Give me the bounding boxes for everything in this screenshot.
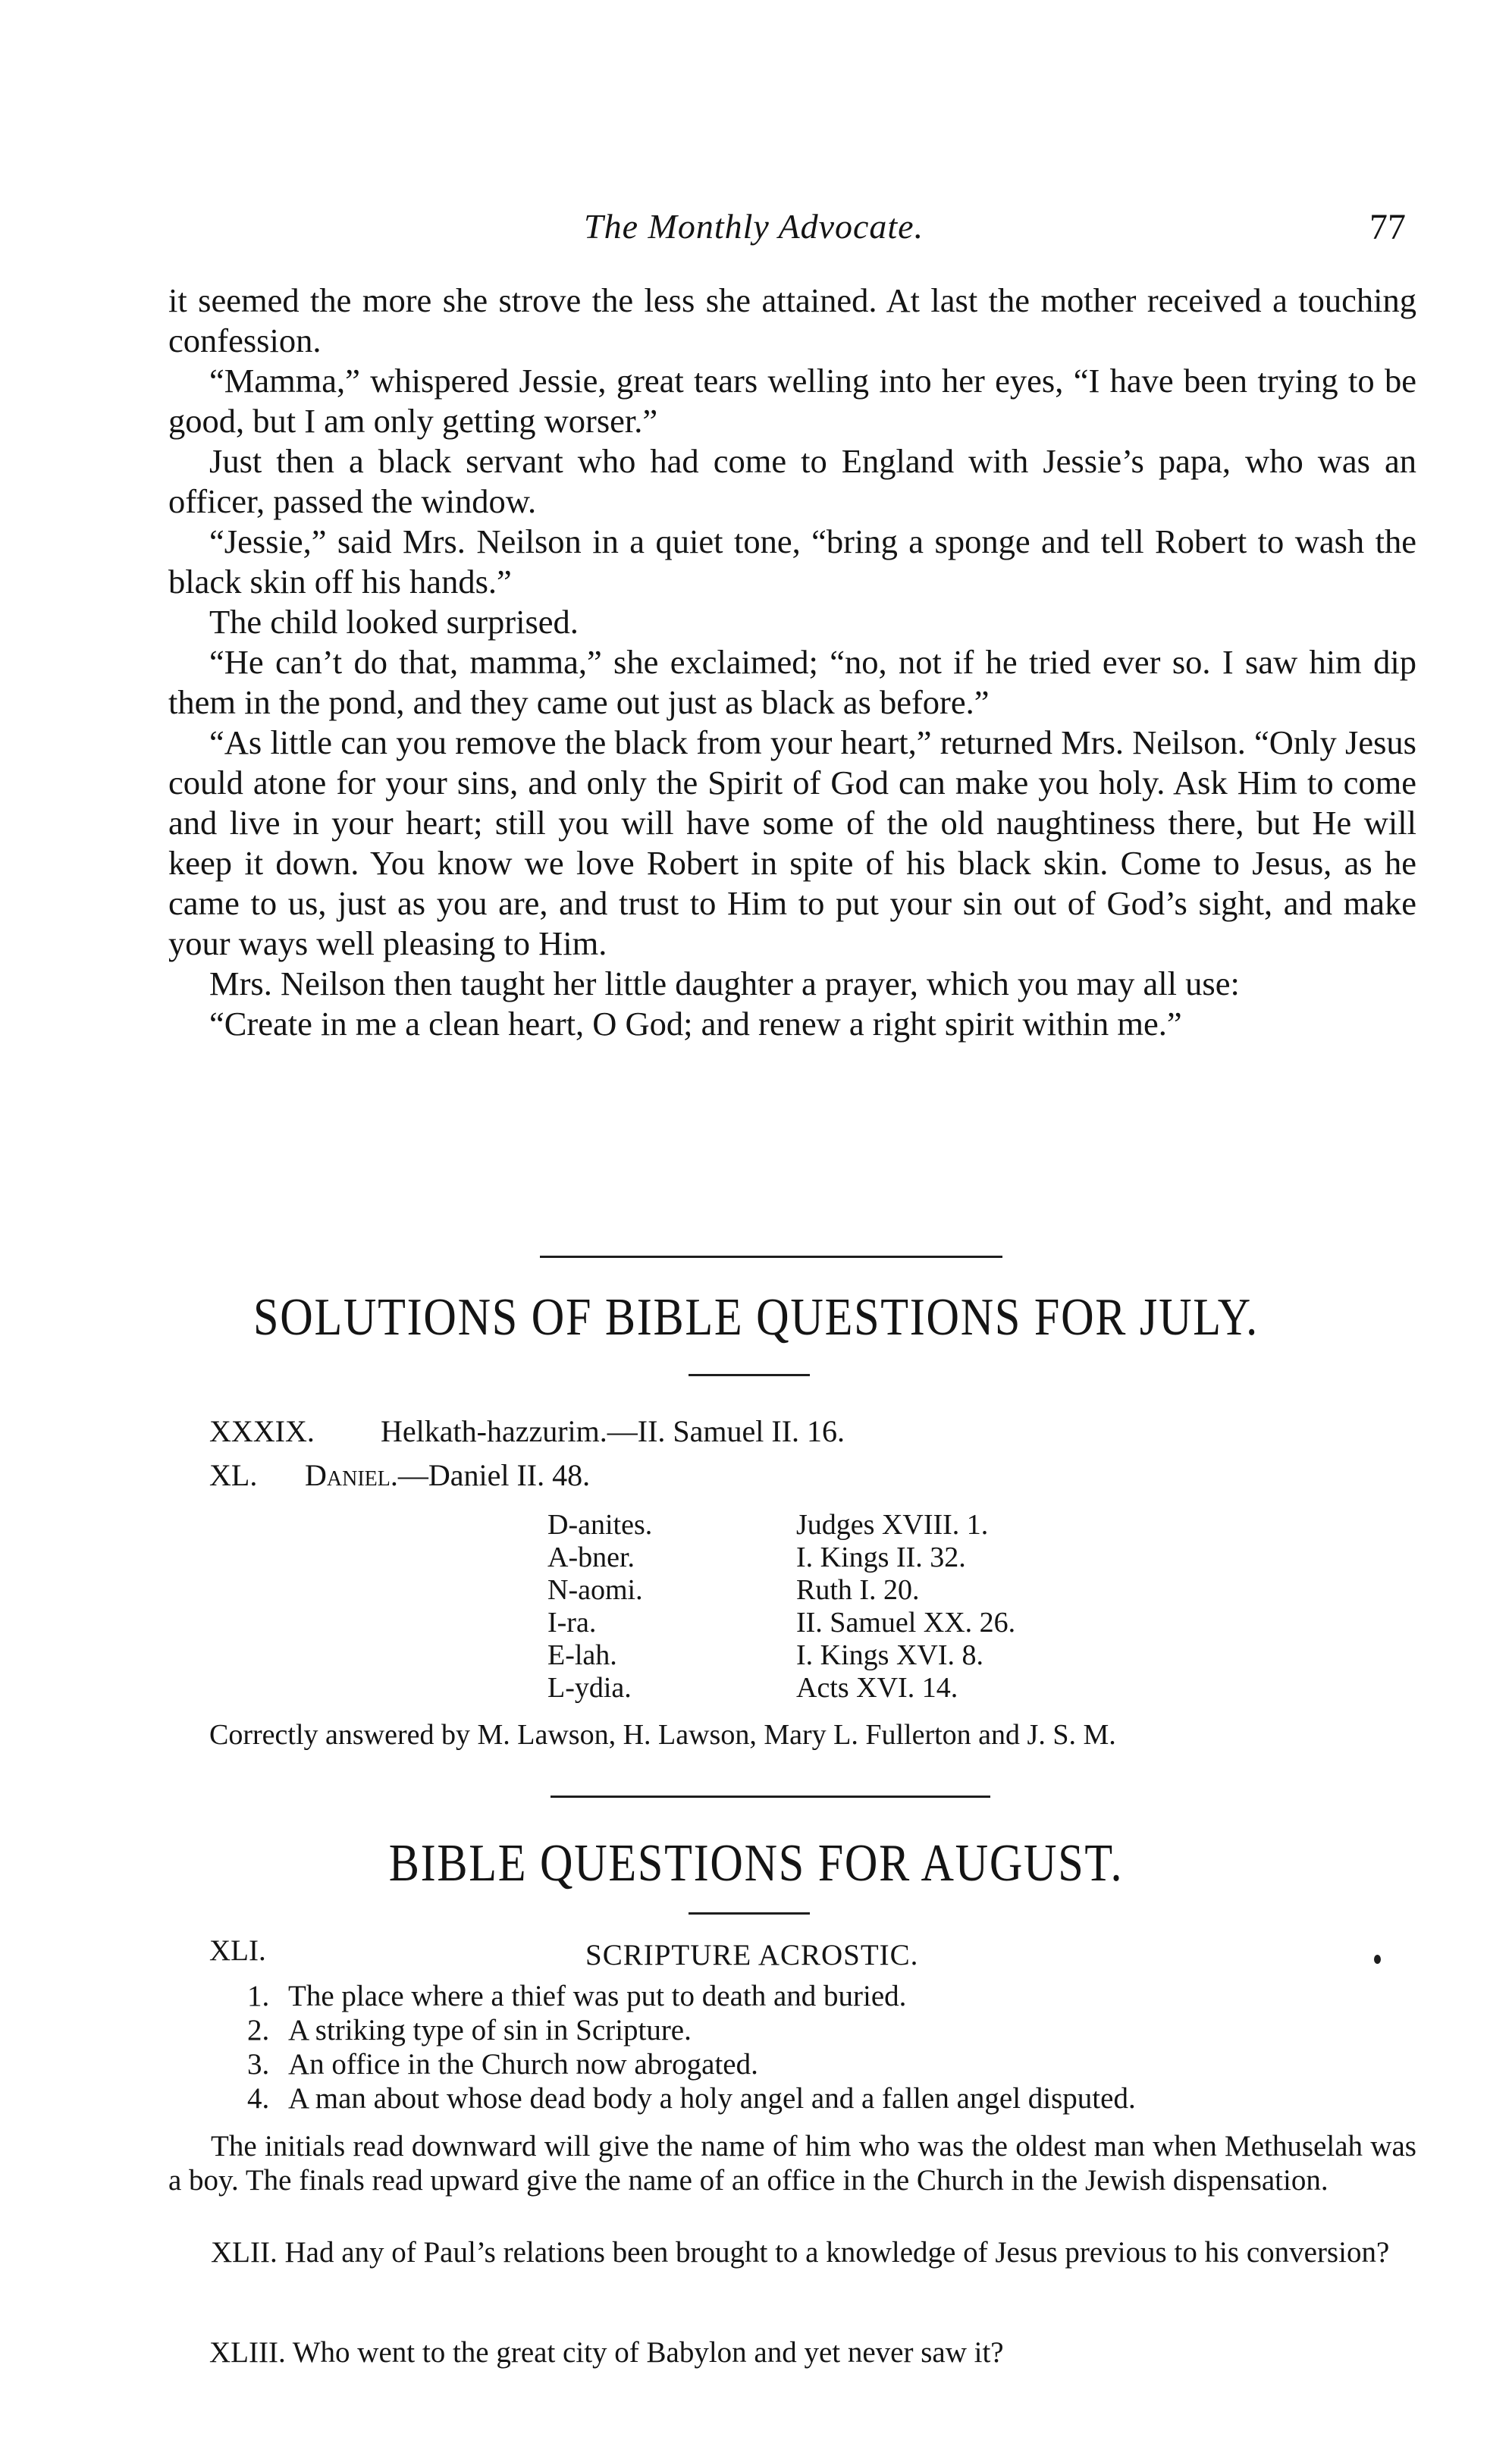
solutions-credit: Correctly answered by M. Lawson, H. Lawson, Mary L. Fullerton and J. S. M. — [209, 1719, 1116, 1751]
section-divider — [540, 1256, 1002, 1258]
questions-heading: BIBLE QUESTIONS FOR AUGUST. — [388, 1834, 1124, 1893]
story-body — [168, 281, 1416, 1044]
list-item — [247, 2013, 1136, 2047]
solution-number: XL. — [209, 1458, 258, 1492]
acrostic-reference: Ruth I. 20. — [796, 1574, 920, 1606]
acrostic-row — [547, 1509, 1015, 1542]
acrostic-word: A-bner. — [547, 1542, 635, 1573]
question-number: XLIII. — [209, 2336, 286, 2369]
question-xli-note: The initials read downward will give the name of him who was the oldest man when Methuselah was a boy. The finals read upward give the name of an office in the Church in the Jewish dispensation. — [168, 2130, 1416, 2197]
solution-xl — [209, 1457, 590, 1494]
acrostic-answer-table — [547, 1509, 1015, 1705]
question-text: Who went to the great city of Babylon and yet never saw it? — [292, 2336, 1004, 2369]
item-text: A man about whose dead body a holy angel and a fallen angel disputed. — [288, 2082, 1136, 2115]
solutions-heading: SOLUTIONS OF BIBLE QUESTIONS FOR JULY. — [253, 1288, 1259, 1347]
acrostic-row — [547, 1672, 1015, 1705]
page-number: 77 — [1369, 207, 1406, 247]
heading-underline — [689, 1912, 810, 1915]
item-number: 4. — [247, 2082, 270, 2115]
story-paragraph: “Create in me a clean heart, O God; and renew a right spirit within me.” — [209, 1005, 1182, 1043]
list-item — [247, 2081, 1136, 2116]
acrostic-word: I-ra. — [547, 1607, 597, 1639]
acrostic-reference: Acts XVI. 14. — [796, 1672, 958, 1704]
item-number: 2. — [247, 2014, 270, 2047]
acrostic-word: N-aomi. — [547, 1574, 643, 1606]
acrostic-reference: I. Kings II. 32. — [796, 1542, 966, 1573]
solution-number: XXXIX. — [209, 1414, 315, 1448]
acrostic-word: L-ydia. — [547, 1672, 632, 1704]
running-title: The Monthly Advocate. — [584, 207, 924, 246]
list-item — [247, 2047, 1136, 2081]
story-paragraph: The child looked surprised. — [209, 603, 579, 641]
story-paragraph: Just then a black servant who had come to England with Jessie’s papa, who was an officer, passed the window. — [168, 442, 1416, 520]
acrostic-reference: Judges XVIII. 1. — [796, 1509, 989, 1541]
section-divider — [551, 1796, 990, 1798]
acrostic-word: D-anites. — [547, 1509, 653, 1541]
story-paragraph: “Mamma,” whispered Jessie, great tears welling into her eyes, “I have been trying to be good, but I am only getting worser.” — [168, 362, 1416, 440]
item-number: 1. — [247, 1980, 270, 2012]
question-xli-list — [247, 1979, 1136, 2116]
item-text: The place where a thief was put to death and buried. — [288, 1980, 907, 2012]
item-text: A striking type of sin in Scripture. — [288, 2014, 692, 2047]
list-item — [247, 1979, 1136, 2013]
solution-answer: Daniel. — [305, 1458, 398, 1492]
acrostic-row — [547, 1639, 1015, 1672]
question-xli-number: XLI. — [209, 1934, 266, 1967]
story-paragraph: “Jessie,” said Mrs. Neilson in a quiet tone, “bring a sponge and tell Robert to wash the black skin off his hands.” — [168, 522, 1416, 601]
acrostic-reference: I. Kings XVI. 8. — [796, 1639, 983, 1671]
story-paragraph: “He can’t do that, mamma,” she exclaimed; “no, not if he tried ever so. I saw him dip them in the pond, and they came out just as black as before.” — [168, 643, 1416, 721]
question-text: Had any of Paul’s relations been brought to a knowledge of Jesus previous to his conversion? — [284, 2236, 1390, 2269]
story-paragraph: “As little can you remove the black from your heart,” returned Mrs. Neilson. “Only Jesus could atone for your sins, and only the Spirit of God can make you holy. Ask Him to come and live in your heart; still you will have some of the old naughtiness there, but He will keep it down. You know we love Robert in spite of his black skin. Come to Jesus, as he came to us, just as you are, and trust to Him to put your sin out of God’s sight, and make your ways well pleasing to Him. — [168, 723, 1416, 962]
question-number: XLII. — [211, 2236, 278, 2269]
question-xlii — [168, 2235, 1416, 2269]
solution-text: Helkath-hazzurim.—II. Samuel II. 16. — [381, 1414, 845, 1448]
heading-underline — [689, 1374, 810, 1376]
acrostic-row — [547, 1542, 1015, 1574]
item-number: 3. — [247, 2048, 270, 2081]
item-text: An office in the Church now abrogated. — [288, 2048, 758, 2081]
acrostic-word: E-lah. — [547, 1639, 617, 1671]
bullet-dot — [1374, 1955, 1381, 1964]
question-xli-title: SCRIPTURE ACROSTIC. — [585, 1939, 919, 1971]
story-paragraph: Mrs. Neilson then taught her little daughter a prayer, which you may all use: — [209, 964, 1240, 1002]
acrostic-reference: II. Samuel XX. 26. — [796, 1607, 1016, 1639]
story-paragraph: it seemed the more she strove the less she attained. At last the mother received a touching confession. — [168, 281, 1416, 359]
solution-xxxix — [209, 1413, 845, 1450]
question-xliii — [209, 2335, 1004, 2370]
acrostic-row — [547, 1574, 1015, 1607]
acrostic-row — [547, 1607, 1015, 1639]
solution-reference: —Daniel II. 48. — [397, 1458, 591, 1492]
